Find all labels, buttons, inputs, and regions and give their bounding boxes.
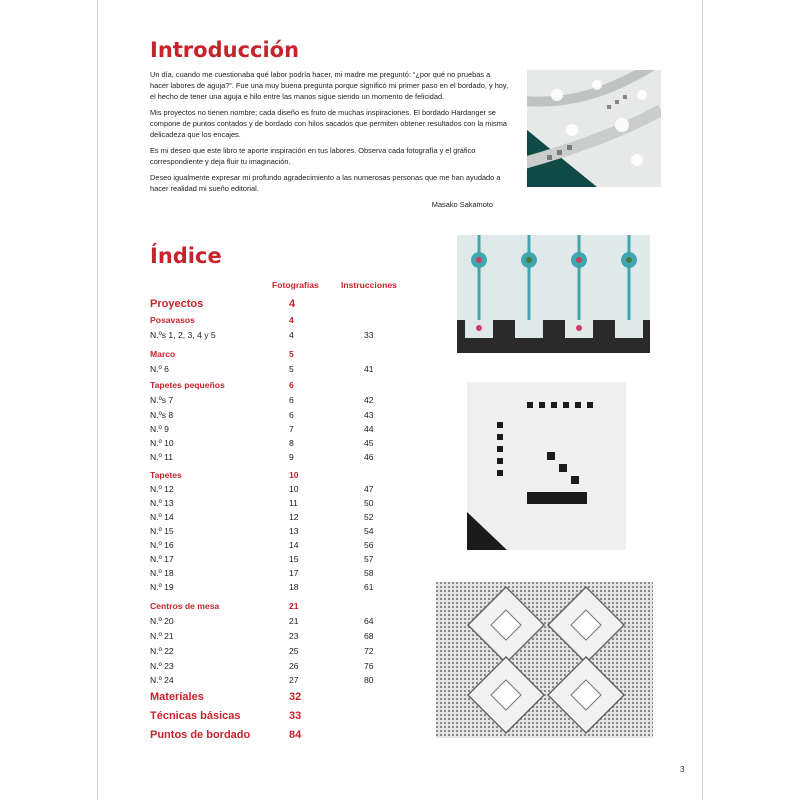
- index-row: [150, 644, 450, 658]
- index-row-photos: 9: [289, 452, 294, 462]
- index-row-instructions: 72: [364, 646, 374, 656]
- index-row-instructions: 54: [364, 526, 374, 536]
- index-row-instructions: 41: [364, 364, 374, 374]
- index-row-photos: 10: [289, 484, 299, 494]
- index-row-label: N.º 19: [150, 582, 174, 592]
- index-row: [150, 378, 450, 392]
- intro-paragraph: Deseo igualmente expresar mi profundo agradecimiento a las numerosas personas que me han ayudado a hacer realidad mi sueño editorial.: [150, 173, 501, 193]
- index-row-photos: 6: [289, 380, 294, 390]
- index-row-photos: 21: [289, 616, 299, 626]
- index-row-label: Técnicas básicas: [150, 710, 241, 722]
- index-row: [150, 673, 450, 687]
- index-row-instructions: 68: [364, 631, 374, 641]
- index-row: [150, 599, 450, 613]
- index-row: [150, 450, 450, 464]
- colored-embroidery-photo: [457, 235, 650, 353]
- intro-paragraph: Un día, cuando me cuestionaba qué labor podría hacer, mi madre me preguntó: “¿por qué no pruebas a hacer labores de aguja?”. Fue una muy buena pregunta porque significó mi primer paso en el bordado, y hoy, el hecho de tener una aguja e hilo entre las manos sigue siendo un momento de felicidad.: [150, 70, 509, 101]
- index-row-label: N.º 24: [150, 675, 174, 685]
- index-row-instructions: 57: [364, 554, 374, 564]
- index-row: [150, 408, 450, 422]
- index-row-label: N.º 21: [150, 631, 174, 641]
- author-signature: Masako Sakamoto: [431, 200, 493, 209]
- index-row: [150, 362, 450, 376]
- index-row: [150, 690, 450, 704]
- index-row-instructions: 45: [364, 438, 374, 448]
- index-row-label: N.ºs 1, 2, 3, 4 y 5: [150, 330, 216, 340]
- intro-title: Introducción: [150, 38, 300, 62]
- index-row-instructions: 47: [364, 484, 374, 494]
- intro-paragraph: Mis proyectos no tienen nombre; cada diseño es fruto de muchas inspiraciones. El bordado Hardanger se compone de puntos contados y de bordado con hilos sacados que permiten obtener resultados con la misma delicadeza que los encajes.: [150, 108, 508, 139]
- index-row: [150, 728, 450, 742]
- index-row-label: N.º 9: [150, 424, 169, 434]
- index-row-instructions: 42: [364, 395, 374, 405]
- index-row-label: N.º 12: [150, 484, 174, 494]
- index-title: Índice: [150, 244, 222, 268]
- index-row-photos: 4: [289, 330, 294, 340]
- index-row: [150, 347, 450, 361]
- index-row-instructions: 80: [364, 675, 374, 685]
- index-row: [150, 297, 450, 311]
- index-row-label: Materiales: [150, 691, 204, 703]
- white-doily-photo: [467, 382, 626, 550]
- index-row-label: N.º 13: [150, 498, 174, 508]
- index-row-photos: 4: [289, 298, 296, 310]
- index-row-label: Proyectos: [150, 298, 204, 310]
- index-row-label: N.º 23: [150, 661, 174, 671]
- index-row-label: N.º 18: [150, 568, 174, 578]
- index-row: [150, 709, 450, 723]
- index-row-photos: 6: [289, 410, 294, 420]
- index-row-instructions: 64: [364, 616, 374, 626]
- index-row-photos: 10: [289, 470, 299, 480]
- index-row: [150, 538, 450, 552]
- index-row-photos: 5: [289, 349, 294, 359]
- index-row-label: Puntos de bordado: [150, 729, 251, 741]
- index-row-label: Marco: [150, 349, 176, 359]
- index-row-label: N.ºs 7: [150, 395, 174, 405]
- index-row-label: N.º 10: [150, 438, 174, 448]
- index-row-photos: 27: [289, 675, 299, 685]
- intro-text: [150, 69, 510, 199]
- index-row-photos: 14: [289, 540, 299, 550]
- index-row: [150, 393, 450, 407]
- index-row-label: N.º 22: [150, 646, 174, 656]
- col-header-instructions: Instrucciones: [341, 280, 397, 290]
- index-row: [150, 614, 450, 628]
- diamond-pattern-photo: [436, 582, 653, 738]
- index-row-photos: 15: [289, 554, 299, 564]
- index-row: [150, 422, 450, 436]
- index-row-photos: 17: [289, 568, 299, 578]
- index-row: [150, 482, 450, 496]
- index-row-photos: 11: [289, 498, 298, 508]
- index-row-label: N.º 6: [150, 364, 169, 374]
- index-row-photos: 26: [289, 661, 299, 671]
- index-row-photos: 18: [289, 582, 299, 592]
- doily-photo: [527, 70, 661, 187]
- index-row: [150, 496, 450, 510]
- index-row-photos: 13: [289, 526, 299, 536]
- index-row-instructions: 33: [364, 330, 374, 340]
- index-row-label: N.º 15: [150, 526, 174, 536]
- index-row-label: Tapetes pequeños: [150, 380, 225, 390]
- intro-paragraph: Es mi deseo que este libro te aporte inspiración en tus labores. Observa cada fotografía y el gráfico correspondiente y deja fluir tu imaginación.: [150, 146, 476, 166]
- col-header-photos: Fotografías: [272, 280, 319, 290]
- index-row-label: N.º 16: [150, 540, 174, 550]
- index-row-instructions: 61: [364, 582, 374, 592]
- index-row-photos: 32: [289, 691, 302, 703]
- index-row-photos: 4: [289, 315, 294, 325]
- index-row-instructions: 52: [364, 512, 374, 522]
- index-row: [150, 468, 450, 482]
- index-row-label: N.º 20: [150, 616, 174, 626]
- index-row: [150, 328, 450, 342]
- index-row-instructions: 46: [364, 452, 374, 462]
- index-row-instructions: 58: [364, 568, 374, 578]
- index-row-photos: 5: [289, 364, 294, 374]
- index-row: [150, 510, 450, 524]
- index-row-photos: 84: [289, 729, 302, 741]
- index-row-instructions: 43: [364, 410, 374, 420]
- index-row: [150, 313, 450, 327]
- index-row-label: N.º 11: [150, 452, 174, 462]
- index-row-instructions: 50: [364, 498, 374, 508]
- index-row-instructions: 44: [364, 424, 374, 434]
- index-row-label: N.º 17: [150, 554, 174, 564]
- index-row-photos: 8: [289, 438, 294, 448]
- index-row: [150, 580, 450, 594]
- index-row-photos: 6: [289, 395, 294, 405]
- index-row: [150, 566, 450, 580]
- index-row-label: Tapetes: [150, 470, 182, 480]
- index-row-photos: 12: [289, 512, 299, 522]
- index-row-photos: 23: [289, 631, 299, 641]
- index-row-label: Centros de mesa: [150, 601, 220, 611]
- index-row: [150, 629, 450, 643]
- index-row: [150, 436, 450, 450]
- index-row-instructions: 76: [364, 661, 374, 671]
- index-row: [150, 552, 450, 566]
- index-row-label: Posavasos: [150, 315, 195, 325]
- index-row-photos: 7: [289, 424, 294, 434]
- index-row-photos: 33: [289, 710, 302, 722]
- page-number: 3: [680, 765, 685, 774]
- index-row: [150, 524, 450, 538]
- index-row-label: N.º 14: [150, 512, 174, 522]
- index-row-instructions: 56: [364, 540, 374, 550]
- index-row-label: N.ºs 8: [150, 410, 174, 420]
- index-row-photos: 21: [289, 601, 299, 611]
- index-row-photos: 25: [289, 646, 299, 656]
- index-row: [150, 659, 450, 673]
